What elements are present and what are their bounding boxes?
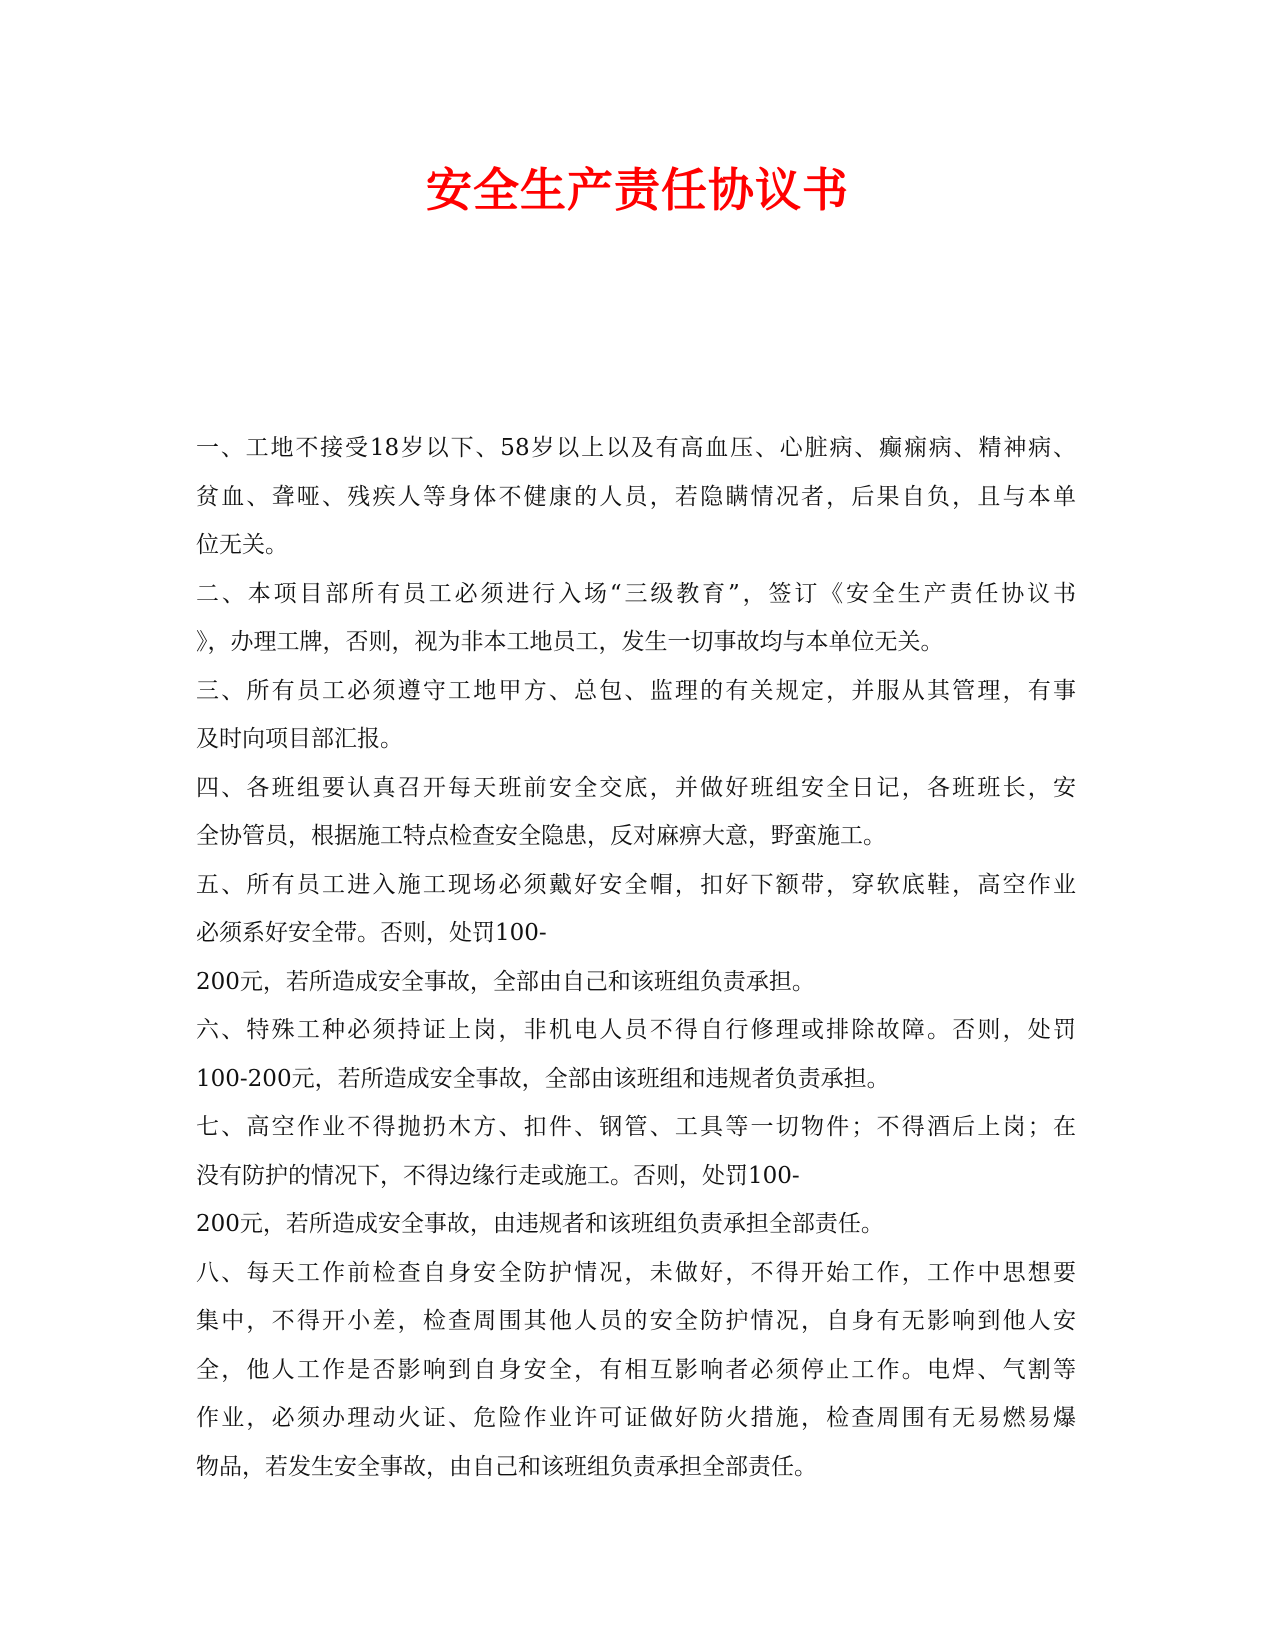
body-line: 一、工地不接受18岁以下、58岁以上以及有高血压、心脏病、癫痫病、精神病、	[196, 435, 1076, 461]
body-line: 贫血、聋哑、残疾人等身体不健康的人员，若隐瞒情况者，后果自负，且与本单	[196, 483, 1076, 510]
body-line: 200元，若所造成安全事故，由违规者和该班组负责承担全部责任。	[196, 1211, 884, 1237]
body-line: 集中，不得开小差，检查周围其他人员的安全防护情况，自身有无影响到他人安	[196, 1308, 1076, 1334]
body-line: 位无关。	[196, 532, 288, 558]
body-line: 六、特殊工种必须持证上岗，非机电人员不得自行修理或排除故障。否则，处罚	[196, 1017, 1076, 1043]
body-line: 二、本项目部所有员工必须进行入场“三级教育”，签订《安全生产责任协议书	[196, 580, 1076, 607]
body-line: 三、所有员工必须遵守工地甲方、总包、监理的有关规定，并服从其管理，有事	[196, 677, 1076, 704]
body-line: 200元，若所造成安全事故，全部由自己和该班组负责承担。	[196, 968, 815, 995]
document-body	[196, 424, 1076, 1491]
body-line: 》，办理工牌，否则，视为非本工地员工，发生一切事故均与本单位无关。	[196, 629, 944, 655]
body-line: 八、每天工作前检查自身安全防护情况，未做好，不得开始工作，工作中思想要	[196, 1259, 1076, 1286]
body-line: 作业，必须办理动火证、危险作业许可证做好防火措施，检查周围有无易燃易爆	[196, 1405, 1076, 1431]
document-title: 安全生产责任协议书	[426, 163, 849, 217]
body-line: 没有防护的情况下，不得边缘行走或施工。否则，处罚100-	[196, 1162, 800, 1189]
body-line: 100-200元，若所造成安全事故，全部由该班组和违规者负责承担。	[196, 1065, 890, 1092]
body-line: 及时向项目部汇报。	[196, 726, 403, 752]
body-line: 四、各班组要认真召开每天班前安全交底，并做好班组安全日记，各班班长，安	[196, 774, 1076, 801]
body-line: 七、高空作业不得抛扔木方、扣件、钢管、工具等一切物件；不得酒后上岗；在	[196, 1114, 1076, 1140]
body-line: 五、所有员工进入施工现场必须戴好安全帽，扣好下额带，穿软底鞋，高空作业	[196, 871, 1076, 898]
body-line: 全，他人工作是否影响到自身安全，有相互影响者必须停止工作。电焊、气割等	[196, 1356, 1076, 1383]
body-line: 必须系好安全带。否则，处罚100-	[196, 920, 547, 946]
body-line: 物品，若发生安全事故，由自己和该班组负责承担全部责任。	[196, 1453, 817, 1480]
body-line: 全协管员，根据施工特点检查安全隐患，反对麻痹大意，野蛮施工。	[196, 823, 886, 849]
